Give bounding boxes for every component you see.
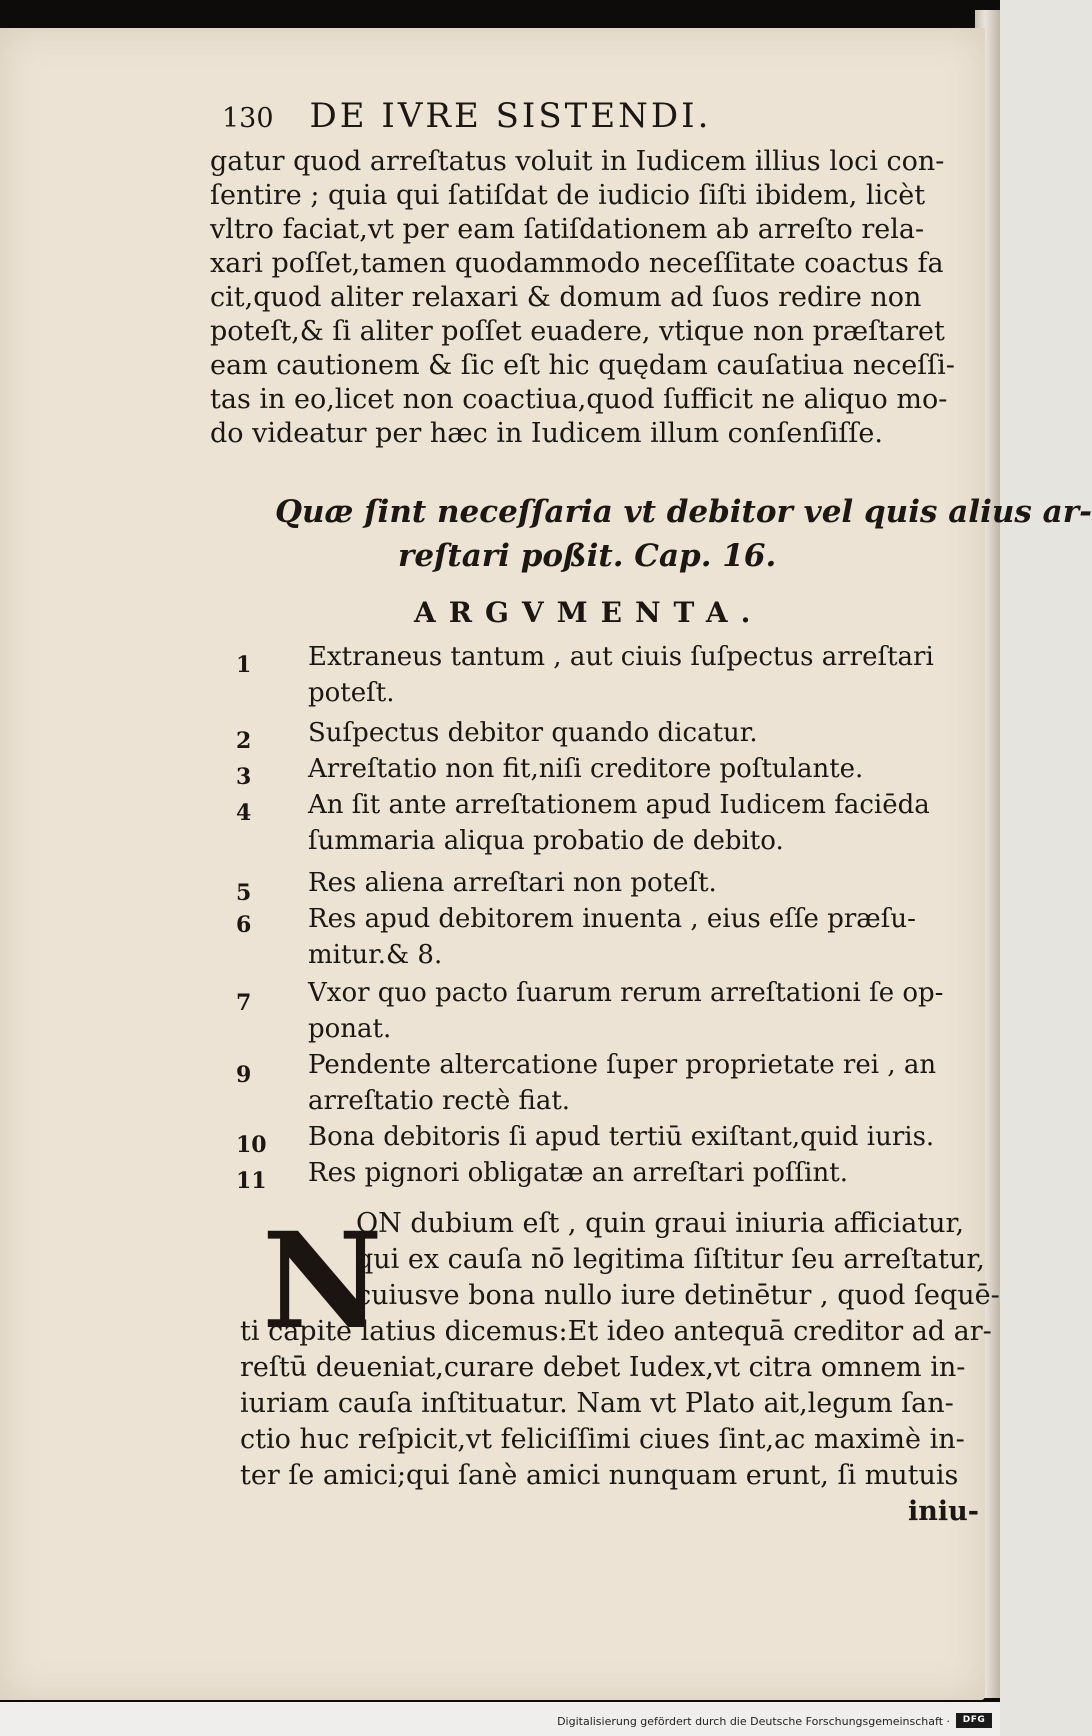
argument-text: Suſpectus debitor quando dicatur.: [308, 718, 758, 748]
argument-text: Res aliena arreſtari non poteſt.: [308, 868, 717, 898]
argument-text: ſummaria aliqua probatio de debito.: [308, 826, 784, 856]
argument-number: 3: [236, 764, 252, 790]
argument-text: Arreſtatio non fit,niſi creditore poſtulante.: [308, 754, 864, 784]
argument-number: 1: [236, 652, 252, 678]
main-paragraph-line: ti capite latius dicemus:Et ideo antequā creditor ad ar-: [240, 1316, 992, 1347]
top-paragraph-line: ſentire ; quia qui ſatiſdat de iudicio ſiſti ibidem, licèt: [210, 180, 926, 211]
argument-number: 7: [236, 990, 252, 1016]
argument-text: Res pignori obligatæ an arreſtari poſſint.: [308, 1158, 848, 1188]
argument-text: An ſit ante arreſtationem apud Iudicem faciēda: [308, 790, 930, 820]
argument-text: mitur.& 8.: [308, 940, 443, 970]
top-paragraph-line: eam cautionem & ſic eſt hic quędam cauſatiua neceſſi-: [210, 350, 955, 381]
dfg-logo-icon: DFG: [956, 1713, 992, 1728]
page-text: [0, 28, 1092, 1700]
top-paragraph-line: cit,quod aliter relaxari & domum ad ſuos redire non: [210, 282, 922, 313]
main-paragraph-line: ter ſe amici;qui ſanè amici nunquam erunt, ſi mutuis: [240, 1460, 959, 1491]
main-paragraph-line: iuriam cauſa inſtituatur. Nam vt Plato ait,legum ſan-: [240, 1388, 954, 1419]
top-paragraph-line: poteſt,& ſi aliter poſſet euadere, vtique non præſtaret: [210, 316, 945, 347]
argument-text: Extraneus tantum , aut ciuis ſuſpectus arreſtari: [308, 642, 934, 672]
argument-number: 4: [236, 800, 252, 826]
argument-text: Bona debitoris ſi apud tertiū exiſtant,quid iuris.: [308, 1122, 935, 1152]
argument-text: poteſt.: [308, 678, 395, 708]
argument-text: Pendente altercatione ſuper proprietate rei , an: [308, 1050, 937, 1080]
chapter-heading-line-2: reſtari poßit. Cap. 16.: [398, 538, 777, 574]
drop-capital: N: [262, 1204, 383, 1359]
argument-number: 11: [236, 1168, 267, 1194]
argument-number: 6: [236, 912, 252, 938]
top-paragraph-line: gatur quod arreſtatus voluit in Iudicem illius loci con-: [210, 146, 945, 177]
top-paragraph-line: vltro faciat,vt per eam ſatiſdationem ab arreſto rela-: [210, 214, 925, 245]
argument-text: arreſtatio rectè fiat.: [308, 1086, 571, 1116]
book-page: [0, 28, 1092, 1700]
argument-text: Vxor quo pacto ſuarum rerum arreſtationi ſe op-: [308, 978, 944, 1008]
argument-number: 2: [236, 728, 252, 754]
catchword: iniu-: [908, 1496, 979, 1527]
main-paragraph-line: ctio huc reſpicit,vt feliciſſimi ciues ſint,ac maximè in-: [240, 1424, 965, 1455]
main-paragraph-line: cuiusve bona nullo iure detinētur , quod ſequē-: [356, 1280, 1000, 1311]
top-paragraph-line: xari poſſet,tamen quodammodo neceſſitate coactus fa: [210, 248, 944, 279]
digitization-credit: Digitalisierung gefördert durch die Deutsche Forschungsgemeinschaft ·: [557, 1715, 950, 1728]
argument-number: 9: [236, 1062, 252, 1088]
argument-number: 10: [236, 1132, 267, 1158]
main-paragraph-line: reſtū deueniat,curare debet Iudex,vt citra omnem in-: [240, 1352, 966, 1383]
main-paragraph-line: ON dubium eſt , quin graui iniuria afficiatur,: [356, 1208, 965, 1239]
argument-text: Res apud debitorem inuenta , eius eſſe præſu-: [308, 904, 916, 934]
page-number: 130: [222, 103, 274, 134]
main-paragraph-line: qui ex cauſa nō legitima ſiſtitur ſeu arreſtatur,: [356, 1244, 985, 1275]
running-header: [222, 96, 711, 136]
top-paragraph-line: tas in eo,licet non coactiua,quod ſufficit ne aliquo mo-: [210, 384, 948, 415]
chapter-heading-line-1: Quæ ſint neceſſaria vt debitor vel quis alius ar-: [275, 494, 1092, 530]
argumenta-title: ARGVMENTA.: [414, 596, 764, 629]
argument-text: ponat.: [308, 1014, 392, 1044]
argument-number: 5: [236, 880, 252, 906]
running-title: DE IVRE SISTENDI.: [309, 96, 712, 136]
top-paragraph-line: do videatur per hæc in Iudicem illum conſenſiſſe.: [210, 418, 883, 449]
